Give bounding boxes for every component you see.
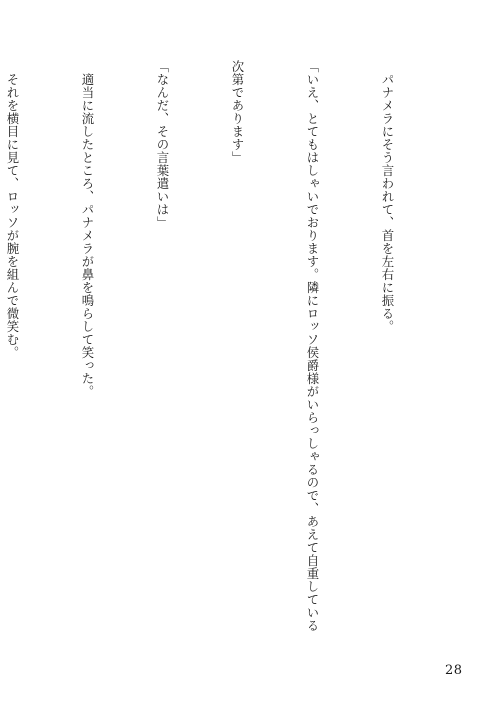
text-line: パナメラにそう言われて、首を左右に振る。 xyxy=(380,73,395,333)
page-number: 28 xyxy=(445,663,463,678)
text-line: 適当に流したところ、パナメラが鼻を鳴らして笑った。 xyxy=(80,73,95,398)
text-line: 次第であります」 xyxy=(230,60,245,164)
text-line: それを横目に見て、ロッソが腕を組んで微笑む。 xyxy=(5,73,20,359)
vertical-text-body xyxy=(5,60,450,640)
text-line: 「なんだ、その言葉遣いは」 xyxy=(155,60,170,229)
text-line: 「いえ、とてもはしゃいでおります。隣にロッソ侯爵様がいらっしゃるので、あえて自重している xyxy=(305,60,320,632)
